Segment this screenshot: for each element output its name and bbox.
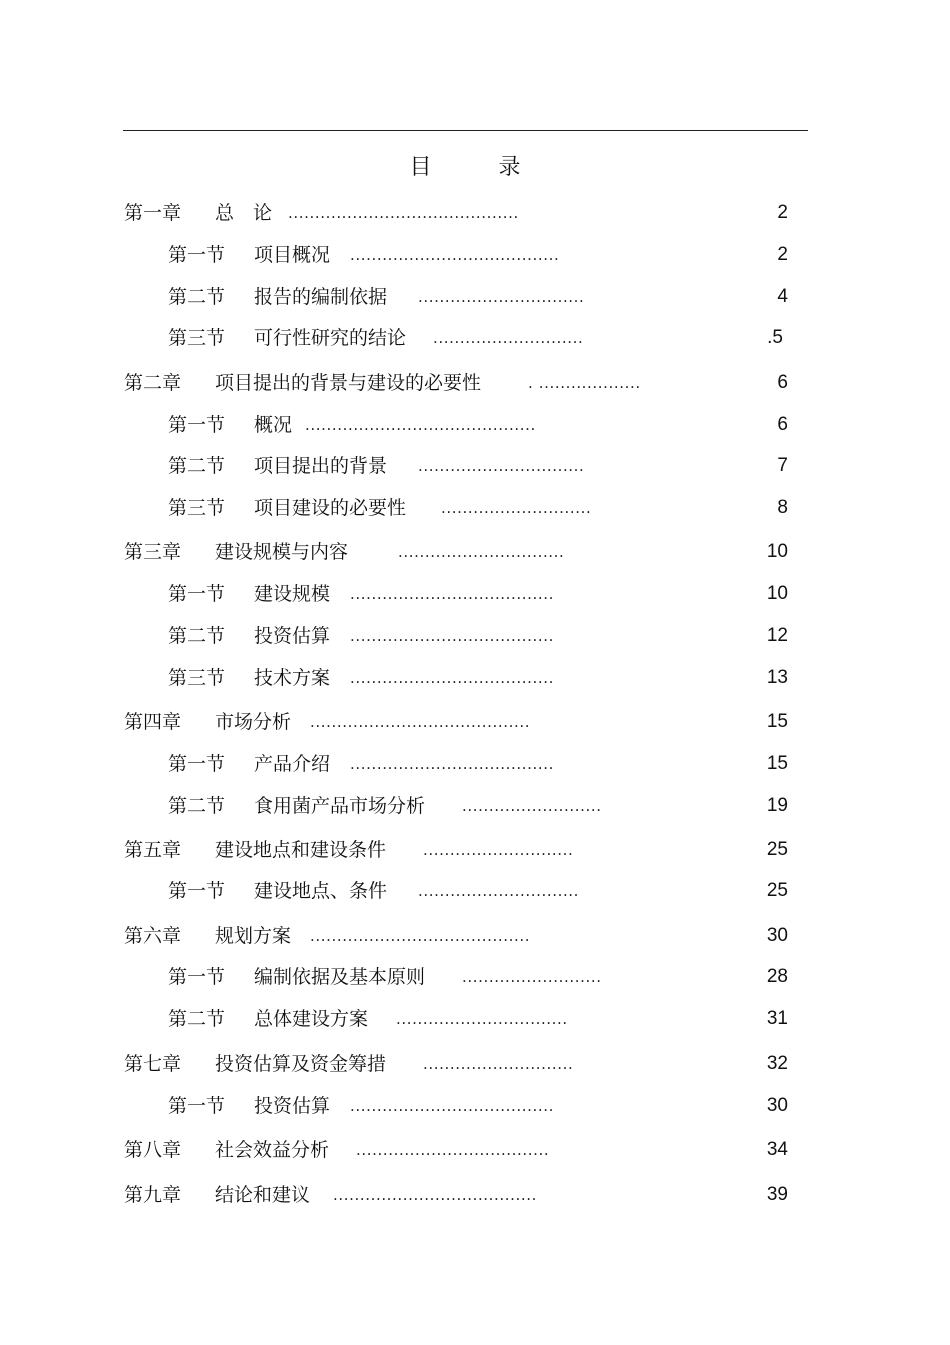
toc-entry-section[interactable] <box>0 282 950 312</box>
toc-entry-section[interactable] <box>0 1091 950 1121</box>
toc-entry-number: 第一节 <box>168 414 226 436</box>
toc-entry-section[interactable] <box>0 791 950 821</box>
toc-entry-number: 第二章 <box>124 372 182 394</box>
toc-entry-page: 25 <box>766 880 788 901</box>
toc-entry-title: 规划方案 <box>215 925 292 947</box>
toc-entry-title: 可行性研究的结论 <box>254 327 407 349</box>
toc-entry-page: 25 <box>766 839 788 860</box>
toc-entry-number: 第三节 <box>168 497 226 519</box>
toc-leader-dots: ............................ <box>423 1055 574 1073</box>
toc-entry-section[interactable] <box>0 876 950 906</box>
toc-entry-number: 第二节 <box>168 795 226 817</box>
toc-entry-page: 6 <box>777 372 788 393</box>
toc-leader-dots: ............................... <box>418 288 585 306</box>
toc-entry-title: 结论和建议 <box>215 1184 311 1206</box>
toc-leader-dots: ........................................... <box>288 204 519 222</box>
toc-leader-dots: ...................................... <box>333 1186 537 1204</box>
toc-entry-title: 概况 <box>254 414 293 436</box>
toc-leader-dots: . ................... <box>528 374 641 392</box>
toc-entry-number: 第二节 <box>168 455 226 477</box>
toc-entry-chapter-5[interactable] <box>0 835 950 865</box>
toc-entry-chapter-1[interactable] <box>0 198 950 228</box>
toc-entry-number: 第五章 <box>124 839 182 861</box>
toc-entry-number: 第三章 <box>124 541 182 563</box>
toc-entry-section[interactable] <box>0 621 950 651</box>
toc-leader-dots: .......................... <box>462 968 602 986</box>
toc-title: 目 录 <box>409 155 551 180</box>
toc-entry-section[interactable] <box>0 579 950 609</box>
toc-leader-dots: ................................ <box>396 1010 568 1028</box>
toc-entry-number: 第二节 <box>168 286 226 308</box>
toc-entry-page: 30 <box>766 925 788 946</box>
toc-entry-number: 第九章 <box>124 1184 182 1206</box>
toc-entry-section[interactable] <box>0 410 950 440</box>
toc-entry-number: 第六章 <box>124 925 182 947</box>
toc-entry-number: 第一节 <box>168 966 226 988</box>
toc-entry-number: 第二节 <box>168 625 226 647</box>
toc-entry-title: 投资估算及资金筹措 <box>215 1053 387 1075</box>
toc-leader-dots: ............................ <box>441 499 592 517</box>
toc-entry-page: 4 <box>777 286 788 307</box>
toc-entry-title: 建设地点和建设条件 <box>215 839 387 861</box>
toc-leader-dots: ............................... <box>398 543 565 561</box>
toc-leader-dots: ............................ <box>423 841 574 859</box>
toc-entry-page: 7 <box>777 455 788 476</box>
toc-entry-page: 31 <box>766 1008 788 1029</box>
toc-entry-chapter-9[interactable] <box>0 1180 950 1210</box>
toc-entry-page: 34 <box>766 1139 788 1160</box>
toc-entry-page: 10 <box>766 583 788 604</box>
toc-entry-number: 第八章 <box>124 1139 182 1161</box>
toc-entry-title: 报告的编制依据 <box>254 286 388 308</box>
toc-leader-dots: .............................. <box>418 882 580 900</box>
toc-entry-title: 产品介绍 <box>254 753 331 775</box>
toc-entry-section[interactable] <box>0 962 950 992</box>
toc-entry-section[interactable] <box>0 663 950 693</box>
toc-entry-page: 6 <box>777 414 788 435</box>
toc-entry-number: 第四章 <box>124 711 182 733</box>
toc-entry-section[interactable] <box>0 323 950 353</box>
toc-entry-title: 建设规模与内容 <box>215 541 349 563</box>
toc-entry-title: 总体建设方案 <box>254 1008 369 1030</box>
toc-leader-dots: ...................................... <box>350 669 554 687</box>
toc-entry-title: 社会效益分析 <box>215 1139 330 1161</box>
toc-entry-number: 第一节 <box>168 1095 226 1117</box>
toc-entry-title: 项目建设的必要性 <box>254 497 407 519</box>
toc-entry-page: 15 <box>766 753 788 774</box>
toc-entry-title: 投资估算 <box>254 1095 331 1117</box>
toc-leader-dots: .................................... <box>356 1141 550 1159</box>
toc-entry-chapter-8[interactable] <box>0 1135 950 1165</box>
toc-entry-title: 项目提出的背景 <box>254 455 388 477</box>
toc-entry-title: 总 论 <box>215 202 273 224</box>
toc-leader-dots: ...................................... <box>350 755 554 773</box>
toc-entry-title: 建设规模 <box>254 583 331 605</box>
toc-leader-dots: ............................ <box>433 329 584 347</box>
toc-entry-section[interactable] <box>0 240 950 270</box>
toc-entry-number: 第一节 <box>168 880 226 902</box>
toc-entry-chapter-7[interactable] <box>0 1049 950 1079</box>
toc-entry-page: 8 <box>777 497 788 518</box>
toc-leader-dots: ...................................... <box>350 1097 554 1115</box>
toc-entry-page: 32 <box>766 1053 788 1074</box>
toc-entry-number: 第七章 <box>124 1053 182 1075</box>
toc-entry-page: 2 <box>777 202 788 223</box>
toc-entry-number: 第一节 <box>168 583 226 605</box>
toc-entry-number: 第一节 <box>168 244 226 266</box>
toc-entry-chapter-3[interactable] <box>0 537 950 567</box>
toc-entry-section[interactable] <box>0 1004 950 1034</box>
toc-entry-page: 39 <box>766 1184 788 1205</box>
toc-entry-page: 2 <box>777 244 788 265</box>
toc-entry-title: 市场分析 <box>215 711 292 733</box>
toc-entry-chapter-4[interactable] <box>0 707 950 737</box>
toc-entry-title: 项目概况 <box>254 244 331 266</box>
toc-entry-number: 第一节 <box>168 753 226 775</box>
toc-entry-section[interactable] <box>0 749 950 779</box>
toc-leader-dots: .......................... <box>462 797 602 815</box>
toc-entry-page: 12 <box>766 625 788 646</box>
toc-entry-title: 项目提出的背景与建设的必要性 <box>215 372 482 394</box>
toc-entry-section[interactable] <box>0 493 950 523</box>
toc-entry-page: 10 <box>766 541 788 562</box>
toc-entry-chapter-2[interactable] <box>0 368 950 398</box>
toc-entry-number: 第三节 <box>168 667 226 689</box>
toc-entry-number: 第二节 <box>168 1008 226 1030</box>
toc-leader-dots: ...................................... <box>350 627 554 645</box>
toc-leader-dots: ............................... <box>418 457 585 475</box>
toc-leader-dots: ......................................... <box>310 713 531 731</box>
toc-entry-number: 第三节 <box>168 327 226 349</box>
toc-entry-title: 建设地点、条件 <box>254 880 388 902</box>
toc-entry-number: 第一章 <box>124 202 182 224</box>
toc-leader-dots: ....................................... <box>350 246 560 264</box>
toc-leader-dots: ........................................... <box>305 416 536 434</box>
toc-entry-page: 13 <box>766 667 788 688</box>
toc-entry-title: 技术方案 <box>254 667 331 689</box>
toc-entry-section[interactable] <box>0 451 950 481</box>
toc-entry-page: .5 <box>767 327 783 348</box>
toc-entry-title: 编制依据及基本原则 <box>254 966 426 988</box>
toc-entry-page: 19 <box>766 795 788 816</box>
toc-entry-page: 15 <box>766 711 788 732</box>
toc-leader-dots: ......................................... <box>310 927 531 945</box>
toc-entry-page: 28 <box>766 966 788 987</box>
toc-entry-chapter-6[interactable] <box>0 921 950 951</box>
toc-leader-dots: ...................................... <box>350 585 554 603</box>
toc-entry-title: 食用菌产品市场分析 <box>254 795 426 817</box>
toc-entry-page: 30 <box>766 1095 788 1116</box>
toc-entry-title: 投资估算 <box>254 625 331 647</box>
